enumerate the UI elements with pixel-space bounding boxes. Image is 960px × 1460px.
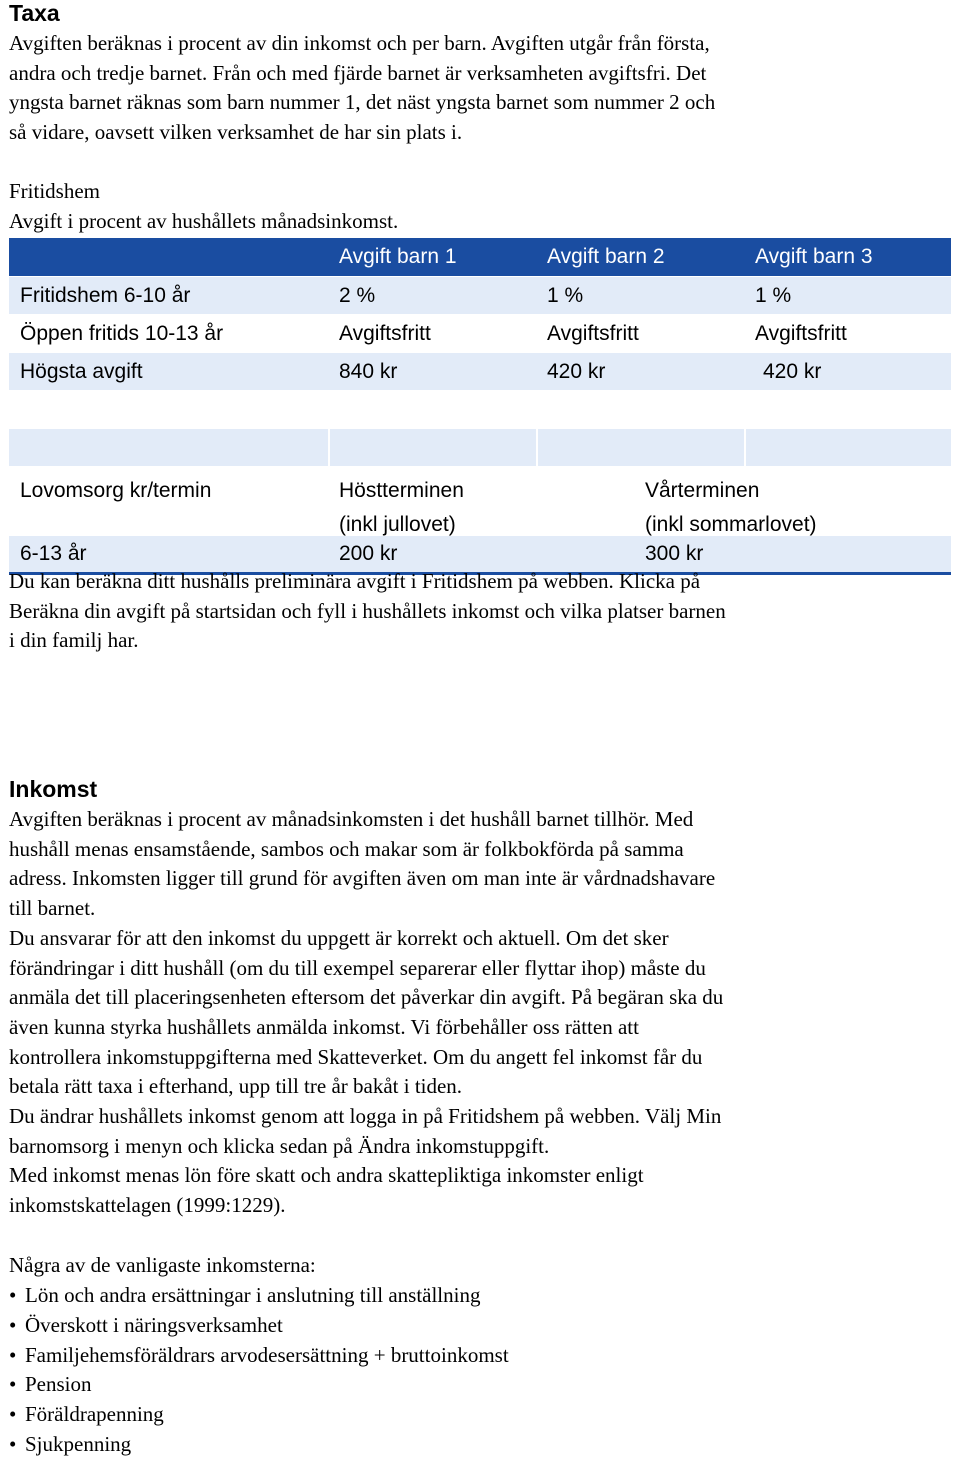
list-item: • Föräldrapenning <box>9 1400 509 1430</box>
table-cell: Avgiftsfritt <box>339 322 431 345</box>
row-label: Fritidshem 6-10 år <box>20 284 191 307</box>
web-calculator-note <box>9 567 959 656</box>
taxa-intro <box>9 29 959 148</box>
list-item: • Lön och andra ersättningar i anslutning till anställning <box>9 1281 509 1311</box>
common-income-heading: Några av de vanligaste inkomsterna: <box>9 1253 316 1277</box>
fritidshem-intro <box>9 177 959 236</box>
table-row <box>9 276 951 314</box>
text-line: till barnet. <box>9 896 96 921</box>
text-line: Du kan beräkna ditt hushålls preliminära avgift i Fritidshem på webben. Klicka på <box>9 569 701 593</box>
text-line: inkomstskattelagen (1999:1229). <box>9 1193 286 1218</box>
text-line: yngsta barnet räknas som barn nummer 1, det näst yngsta barnet som nummer 2 och <box>9 90 716 115</box>
text-line: förändringar i ditt hushåll (om du till exempel separerar eller flyttar ihop) måste du <box>9 955 706 980</box>
fritidshem-subheading: Fritidshem <box>9 179 101 203</box>
table-cell: 2 % <box>339 284 376 307</box>
text-line: så vidare, oavsett vilken verksamhet de har sin plats i. <box>9 120 463 145</box>
header-cell: Avgift barn 3 <box>755 245 873 268</box>
text-line: Beräkna din avgift på startsidan och fyll i hushållets inkomst och vilka platser barnen <box>9 598 726 623</box>
autumn-term-note: (inkl jullovet) <box>339 513 456 536</box>
text-line: barnomsorg i menyn och klicka sedan på Ändra inkomstuppgift. <box>9 1133 550 1158</box>
row-label: Högsta avgift <box>20 360 143 383</box>
spring-term-label: Vårterminen <box>645 479 760 502</box>
text-line: Avgiften beräknas i procent av din inkomst och per barn. Avgiften utgår från första, <box>9 31 710 55</box>
table-cell: 420 kr <box>763 360 822 383</box>
text-line: Med inkomst menas lön före skatt och andra skattepliktiga inkomster enligt <box>9 1163 644 1188</box>
text-line: anmäla det till placeringsenheten eftersom det påverkar din avgift. På begäran ska du <box>9 985 724 1010</box>
fee-table <box>9 238 951 575</box>
autumn-term-label: Höstterminen <box>339 479 464 502</box>
text-line: betala rätt taxa i efterhand, upp till tre år bakåt i tiden. <box>9 1074 463 1099</box>
table-cell: 300 kr <box>645 542 704 565</box>
row-label: Öppen fritids 10-13 år <box>20 322 224 345</box>
text-line: Avgift i procent av hushållets månadsinkomst. <box>9 208 399 233</box>
text-line: Du ändrar hushållets inkomst genom att logga in på Fritidshem på webben. Välj Min <box>9 1104 722 1129</box>
text-line: Avgiften beräknas i procent av månadsinkomsten i det hushåll barnet tillhör. Med <box>9 807 694 831</box>
column-divider <box>536 429 538 466</box>
table-row <box>9 466 951 536</box>
spring-term-note: (inkl sommarlovet) <box>645 513 817 536</box>
table-row <box>9 314 951 352</box>
common-income-list <box>9 1281 509 1460</box>
table-cell: Avgiftsfritt <box>547 322 639 345</box>
table-cell: 420 kr <box>547 360 606 383</box>
text-line: i din familj har. <box>9 628 139 653</box>
table-cell: 200 kr <box>339 542 398 565</box>
table-cell: 840 kr <box>339 360 398 383</box>
table-header-row <box>9 238 951 276</box>
text-line: andra och tredje barnet. Från och med fjärde barnet är verksamheten avgiftsfri. Det <box>9 60 707 85</box>
inkomst-body <box>9 805 959 1221</box>
table-spacer-row <box>9 428 951 466</box>
row-label: Lovomsorg kr/termin <box>20 479 212 502</box>
column-divider <box>328 429 330 466</box>
header-cell: Avgift barn 1 <box>339 245 457 268</box>
list-item: • Sjukpenning <box>9 1430 509 1460</box>
table-spacer-row <box>9 390 951 428</box>
list-item: • Familjehemsföräldrars arvodesersättning + bruttoinkomst <box>9 1341 509 1371</box>
text-line: hushåll menas ensamstående, sambos och makar som är folkbokförda på samma <box>9 836 684 861</box>
table-cell: 1 % <box>755 284 792 307</box>
text-line: adress. Inkomsten ligger till grund för avgiften även om man inte är vårdnadshavare <box>9 866 716 891</box>
text-line: även kunna styrka hushållets anmälda inkomst. Vi förbehåller oss rätten att <box>9 1014 639 1039</box>
header-cell: Avgift barn 2 <box>547 245 665 268</box>
row-label: 6-13 år <box>20 542 87 565</box>
table-row <box>9 352 951 390</box>
list-item: • Pension <box>9 1370 509 1400</box>
column-divider <box>744 429 746 466</box>
list-item: • Överskott i näringsverksamhet <box>9 1311 509 1341</box>
table-cell: Avgiftsfritt <box>755 322 847 345</box>
text-line: kontrollera inkomstuppgifterna med Skatteverket. Om du angett fel inkomst får du <box>9 1044 703 1069</box>
taxa-heading: Taxa <box>9 0 60 26</box>
text-line: Du ansvarar för att den inkomst du uppgett är korrekt och aktuell. Om det sker <box>9 925 669 950</box>
inkomst-heading: Inkomst <box>9 776 98 802</box>
table-cell: 1 % <box>547 284 584 307</box>
